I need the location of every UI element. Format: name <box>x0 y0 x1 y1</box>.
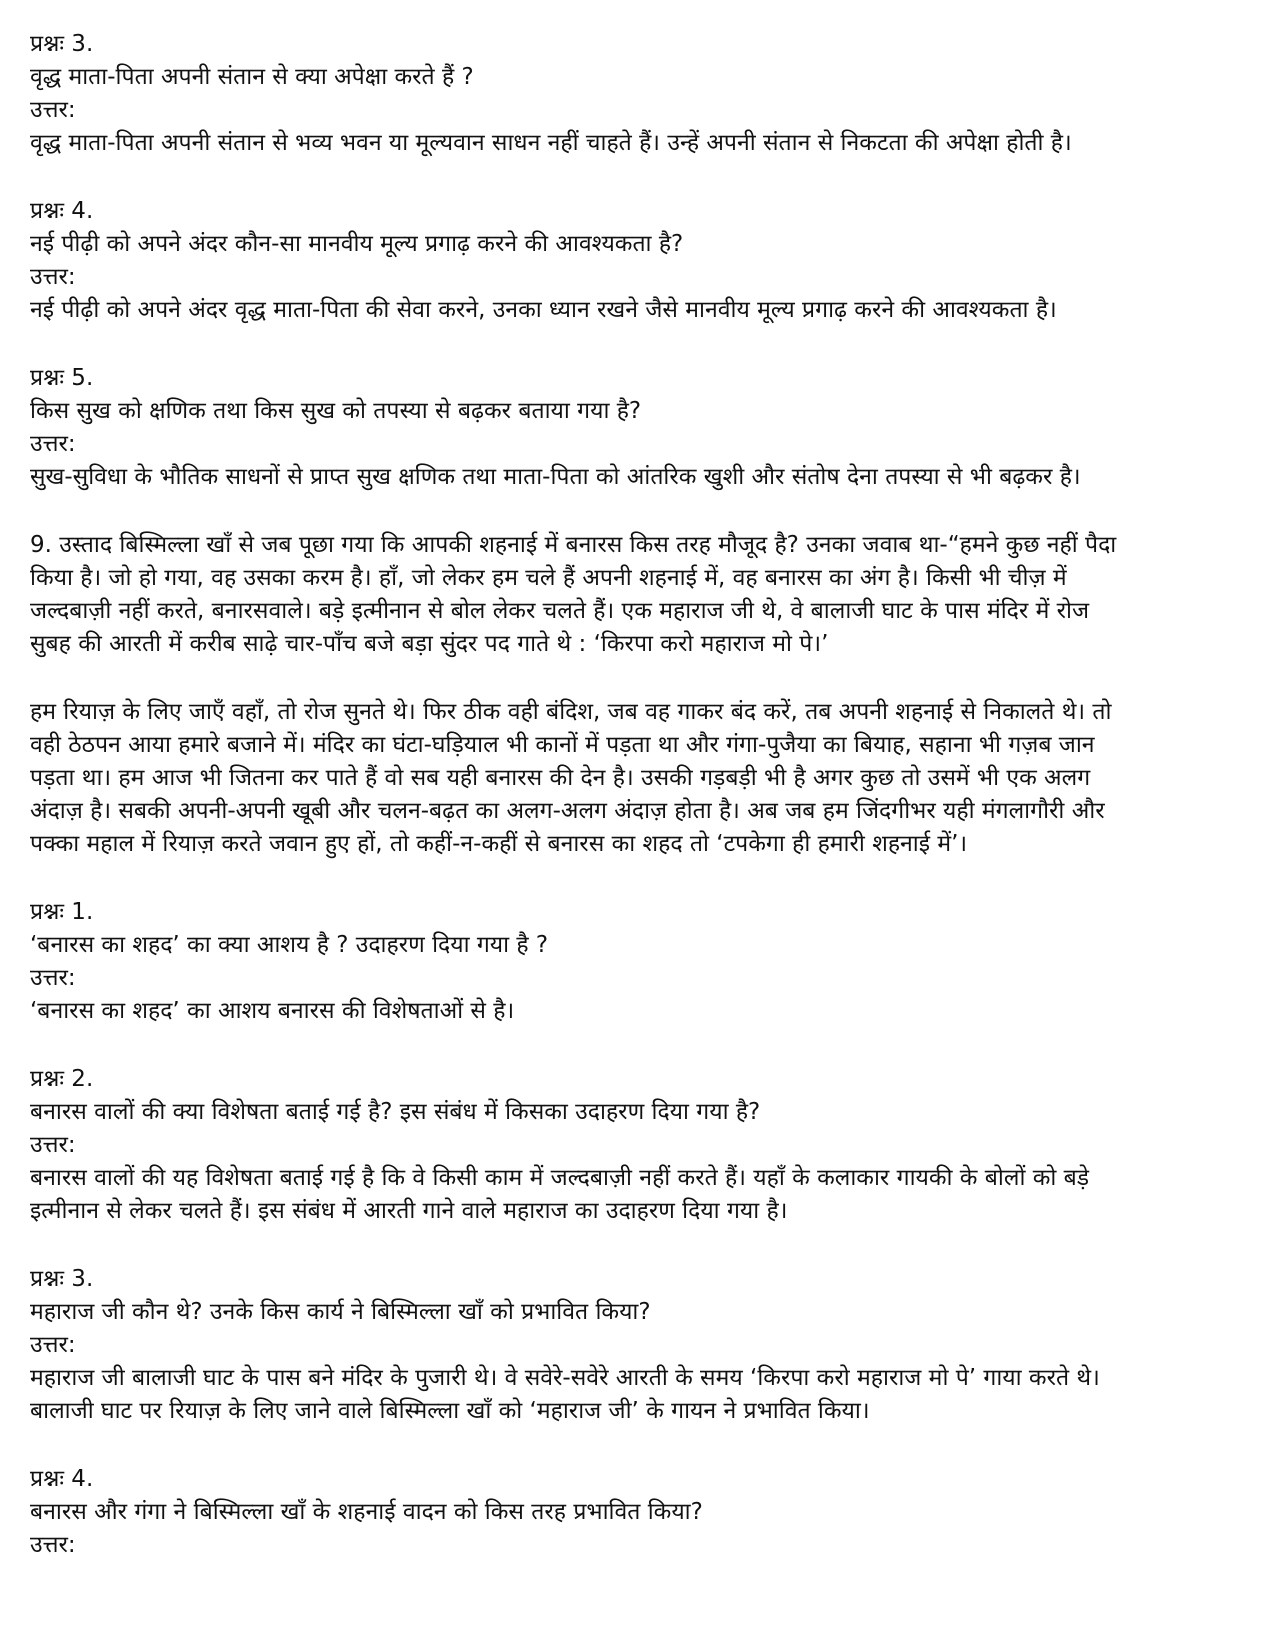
qa-block <box>30 195 1245 327</box>
question-text: ‘बनारस का शहद’ का क्या आशय है ? उदाहरण दिया गया है ? <box>30 932 549 958</box>
question-text: बनारस और गंगा ने बिस्मिल्ला खाँ के शहनाई वादन को किस तरह प्रभावित किया? <box>30 1499 703 1525</box>
answer-label: उत्तर: <box>30 965 76 991</box>
question-text: वृद्ध माता-पिता अपनी संतान से क्या अपेक्षा करते हैं ? <box>30 64 474 90</box>
qa-block <box>30 362 1245 494</box>
qa-block <box>30 1263 1245 1428</box>
passage-line: किया है। जो हो गया, वह उसका करम है। हाँ, जो लेकर हम चले हैं अपनी शहनाई में, वह बनारस का अंग है। किसी भी चीज़ में <box>30 565 1067 591</box>
qa-block <box>30 1463 1245 1562</box>
qa-block <box>30 896 1245 1028</box>
answer-label: उत्तर: <box>30 97 76 123</box>
question-text: किस सुख को क्षणिक तथा किस सुख को तपस्या से बढ़कर बताया गया है? <box>30 398 642 424</box>
passage-line: पक्का महाल में रियाज़ करते जवान हुए हों, तो कहीं-न-कहीं से बनारस का शहद तो ‘टपकेगा ही हमारी शहनाई में’। <box>30 831 968 857</box>
qa-block <box>30 28 1245 160</box>
question-text: बनारस वालों की क्या विशेषता बताई गई है? इस संबंध में किसका उदाहरण दिया गया है? <box>30 1099 761 1125</box>
passage-line: अंदाज़ है। सबकी अपनी-अपनी खूबी और चलन-बढ़त का अलग-अलग अंदाज़ होता है। अब जब हम जिंदगीभर यही मंगलागौरी और <box>30 798 1105 824</box>
answer-text: ‘बनारस का शहद’ का आशय बनारस की विशेषताओं से है। <box>30 998 515 1024</box>
answer-text: वृद्ध माता-पिता अपनी संतान से भव्य भवन या मूल्यवान साधन नहीं चाहते हैं। उन्हें अपनी संतान से निकटता की अपेक्षा होती है। <box>30 130 1072 156</box>
question-label: प्रश्नः 1. <box>30 899 94 925</box>
answer-text: सुख-सुविधा के भौतिक साधनों से प्राप्त सुख क्षणिक तथा माता-पिता को आंतरिक खुशी और संतोष देना तपस्या से भी बढ़कर है। <box>30 464 1081 490</box>
question-text: महाराज जी कौन थे? उनके किस कार्य ने बिस्मिल्ला खाँ को प्रभावित किया? <box>30 1299 651 1325</box>
question-label: प्रश्नः 4. <box>30 1466 94 1492</box>
answer-label: उत्तर: <box>30 1332 76 1358</box>
passage-line: जल्दबाज़ी नहीं करते, बनारसवाले। बड़े इत्मीनान से बोल लेकर चलते हैं। एक महाराज जी थे, वे बालाजी घाट के पास मंदिर में रोज <box>30 598 1090 624</box>
answer-text: बनारस वालों की यह विशेषता बताई गई है कि वे किसी काम में जल्दबाज़ी नहीं करते हैं। यहाँ के कलाकार गायकी के बोलों को बड़े <box>30 1165 1090 1191</box>
question-label: प्रश्नः 5. <box>30 365 94 391</box>
passage-line: पड़ता था। हम आज भी जितना कर पाते हैं वो सब यही बनारस की देन है। उसकी गड़बड़ी भी है अगर कुछ तो उसमें भी एक अलग <box>30 765 1091 791</box>
question-text: नई पीढ़ी को अपने अंदर कौन-सा मानवीय मूल्य प्रगाढ़ करने की आवश्यकता है? <box>30 231 684 257</box>
passage-line: सुबह की आरती में करीब साढ़े चार-पाँच बजे बड़ा सुंदर पद गाते थे : ‘किरपा करो महाराज मो पे।’ <box>30 631 829 657</box>
question-label: प्रश्नः 3. <box>30 1266 94 1292</box>
question-label: प्रश्नः 4. <box>30 198 94 224</box>
answer-label: उत्तर: <box>30 1532 76 1558</box>
answer-text: नई पीढ़ी को अपने अंदर वृद्ध माता-पिता की सेवा करने, उनका ध्यान रखने जैसे मानवीय मूल्य प्रगाढ़ करने की आवश्यकता है। <box>30 297 1057 323</box>
qa-block <box>30 1063 1245 1228</box>
answer-text: इत्मीनान से लेकर चलते हैं। इस संबंध में आरती गाने वाले महाराज का उदाहरण दिया गया है। <box>30 1198 788 1224</box>
answer-label: उत्तर: <box>30 431 76 457</box>
answer-text: महाराज जी बालाजी घाट के पास बने मंदिर के पुजारी थे। वे सवेरे-सवेरे आरती के समय ‘किरपा करो महाराज मो पे’ गाया करते थे। <box>30 1365 1100 1391</box>
answer-label: उत्तर: <box>30 1132 76 1158</box>
question-label: प्रश्नः 2. <box>30 1066 94 1092</box>
passage-line: 9. उस्ताद बिस्मिल्ला खाँ से जब पूछा गया कि आपकी शहनाई में बनारस किस तरह मौजूद है? उनका जवाब था-“हमने कुछ नहीं पैदा <box>30 532 1117 558</box>
question-label: प्रश्नः 3. <box>30 31 94 57</box>
answer-text: बालाजी घाट पर रियाज़ के लिए जाने वाले बिस्मिल्ला खाँ को ‘महाराज जी’ के गायन ने प्रभावित किया। <box>30 1398 870 1424</box>
passage-paragraph <box>30 529 1245 661</box>
passage-line: हम रियाज़ के लिए जाएँ वहाँ, तो रोज सुनते थे। फिर ठीक वही बंदिश, जब वह गाकर बंद करें, तब अपनी शहनाई से निकालते थे। तो <box>30 699 1112 725</box>
answer-label: उत्तर: <box>30 264 76 290</box>
passage-line: वही ठेठपन आया हमारे बजाने में। मंदिर का घंटा-घड़ियाल भी कानों में पड़ता था और गंगा-पुजैया का बियाह, सहाना भी गज़ब जान <box>30 732 1095 758</box>
passage-paragraph <box>30 696 1245 861</box>
document-page <box>30 28 1245 1597</box>
